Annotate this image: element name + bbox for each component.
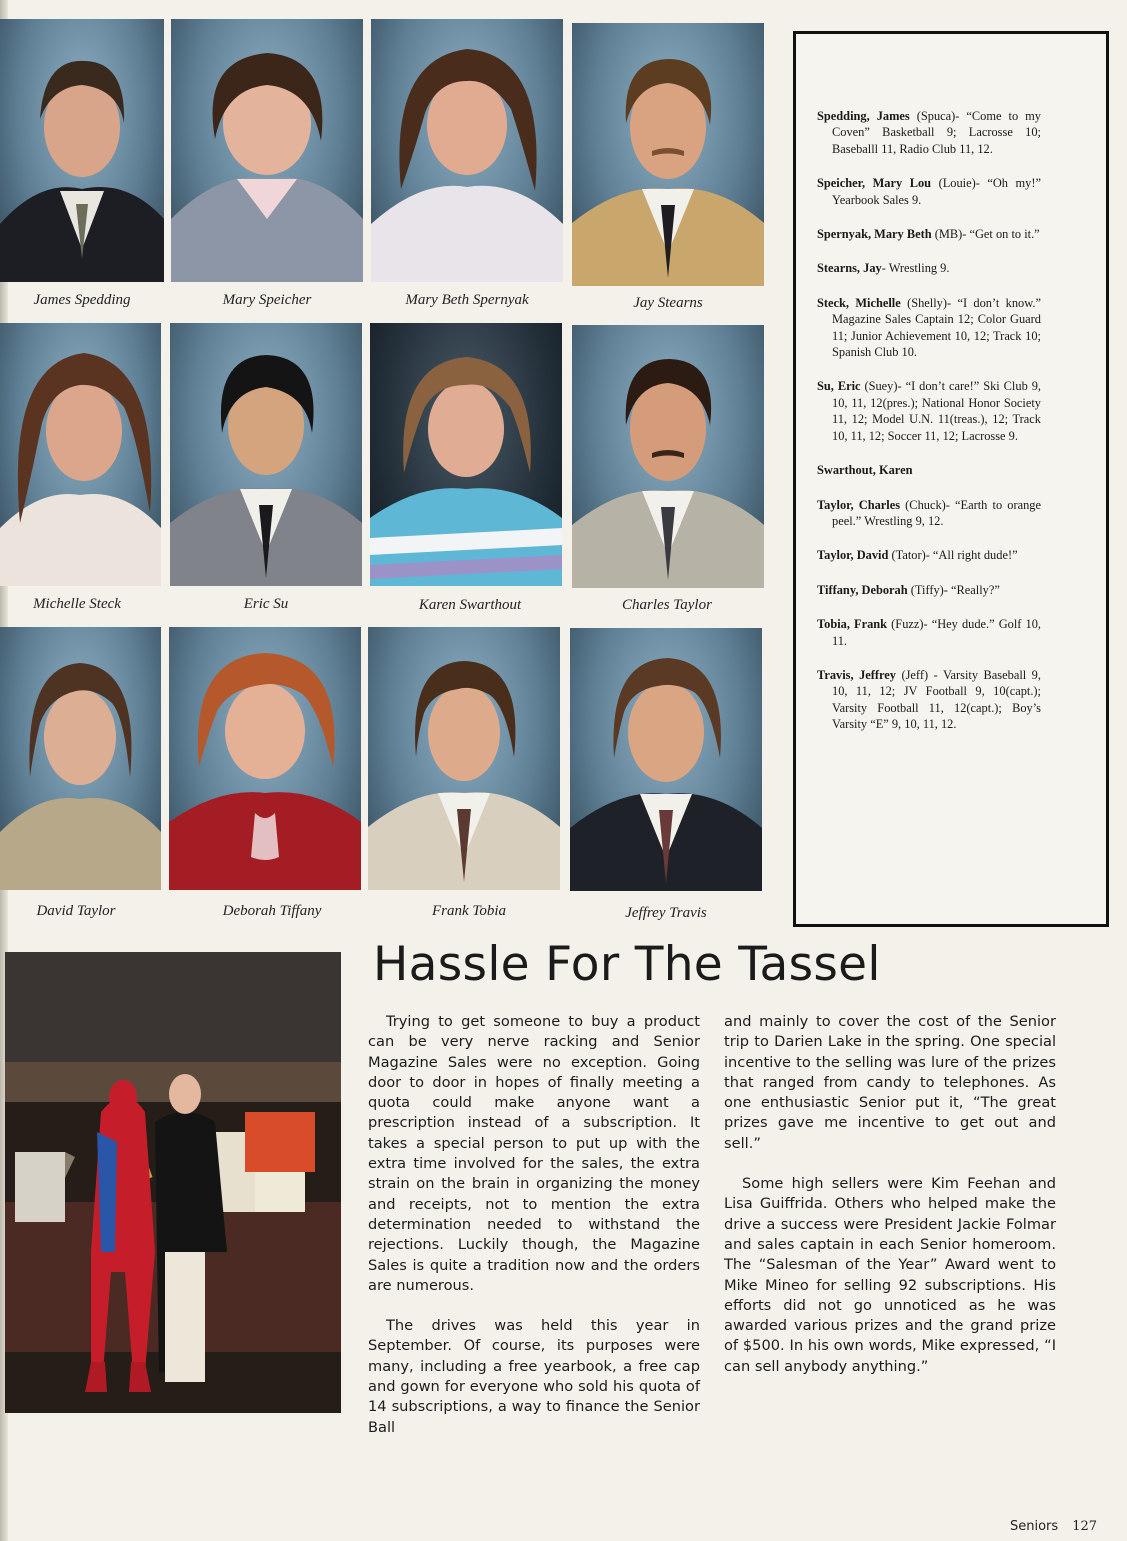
bio-entry [817, 582, 1041, 598]
bio-entry [817, 616, 1041, 649]
portrait-caption: Michelle Steck [33, 596, 121, 612]
portrait-photo [170, 323, 362, 586]
portrait-caption: Mary Speicher [222, 292, 312, 308]
bio-entry [817, 175, 1041, 208]
bio-name: Taylor, Charles [817, 497, 901, 512]
bio-entry [817, 378, 1041, 444]
bio-entry [817, 295, 1041, 361]
bio-entry [817, 547, 1041, 563]
bio-entry [817, 108, 1041, 157]
portrait-caption: Karen Swarthout [418, 597, 522, 613]
portrait-caption: David Taylor [36, 903, 116, 919]
portrait-photo [570, 628, 762, 891]
bio-name: Spernyak, Mary Beth [817, 227, 932, 242]
portrait-caption: Jeffrey Travis [625, 905, 707, 921]
portrait-photo [572, 325, 764, 588]
portrait-photo [169, 627, 361, 890]
bio-text: (Jeff) - Varsity Baseball 9, 10, 11, 12; JV Football 9, 10(capt.); Varsity Football 11, 12(capt.); Boy’s Varsity “E” 9, 10, 11, 12. [832, 667, 1041, 732]
portrait-photo [0, 19, 164, 282]
bio-text: - Wrestling 9. [881, 261, 950, 276]
page-footer [1010, 1519, 1097, 1534]
bio-entry [817, 226, 1041, 242]
bio-entry [817, 667, 1041, 733]
page-number: 127 [1072, 1519, 1098, 1534]
portrait-photo [171, 19, 363, 282]
bio-name: Steck, Michelle [817, 295, 901, 310]
article-column-1 [368, 1012, 700, 1458]
section-label: Seniors [1010, 1519, 1059, 1534]
bio-entry [817, 260, 1041, 276]
bio-text: (Shelly)- “I don’t know.” Magazine Sales Captain 12; Color Guard 11; Junior Achievement 10, 12; Track 10; Spanish Club 10. [832, 295, 1041, 360]
bio-list [817, 108, 1041, 751]
portrait-photo [572, 23, 764, 286]
bio-entry [817, 462, 1041, 478]
article-column-2 [724, 1012, 1056, 1397]
bio-text: (Tator)- “All right dude!” [888, 548, 1018, 563]
article-paragraph: Trying to get someone to buy a product can be very nerve racking and Senior Magazine Sales were no exception. Going door to door in hopes of finally meeting a quota could make anyone want a prescription instead of a subscription. It takes a special person to put up with the extra time involved for the sales, the extra strain on the brain in organizing the money and receipts, not to mention the extra determination needed to withstand the rejections. Luckily though, the Magazine Sales is quite a tradition now and the orders are numerous. [368, 1013, 700, 1294]
bio-name: Taylor, David [817, 548, 889, 563]
portrait-photo [370, 323, 562, 586]
bio-entry [817, 497, 1041, 530]
portrait-photo [371, 19, 563, 282]
article-paragraph: Some high sellers were Kim Feehan and Lisa Guiffrida. Others who helped make the drive a success were President Jackie Folmar and sales captain in each Senior homeroom. The “Salesman of the Year” Award went to Mike Mineo for selling 92 subscriptions. His efforts did not go unnoticed as he was awarded various prizes and the grand prize of $500. In his own words, Mike expressed, “I can sell anybody anything.” [724, 1175, 1056, 1375]
senior-bio-box [793, 31, 1109, 927]
portrait-caption: James Spedding [33, 292, 131, 308]
portrait-caption: Deborah Tiffany [222, 903, 322, 919]
bio-text: (MB)- “Get on to it.” [931, 227, 1040, 242]
portrait-caption: Mary Beth Spernyak [405, 292, 529, 308]
portrait-photo [368, 627, 560, 890]
portrait-caption: Jay Stearns [633, 295, 703, 311]
bio-text: (Suey)- “I don’t care!” Ski Club 9, 10, 11, 12(pres.); National Honor Society 11, 12; Model U.N. 11(treas.), 12; Track 10, 11, 12; Soccer 11, 12; Lacrosse 9. [832, 379, 1041, 443]
bio-text: (Chuck)- “Earth to orange peel.” Wrestling 9, 12. [832, 497, 1041, 528]
bio-text: (Louie)- “Oh my!” Yearbook Sales 9. [832, 176, 1041, 207]
magazine-sales-candid-photo [5, 952, 341, 1413]
bio-name: Tobia, Frank [817, 617, 888, 632]
bio-name: Spedding, James [817, 109, 910, 123]
bio-text: (Fuzz)- “Hey dude.” Golf 10, 11. [832, 617, 1042, 648]
bio-name: Stearns, Jay [817, 261, 882, 276]
bio-name: Speicher, Mary Lou [817, 176, 932, 191]
portrait-photo [0, 323, 161, 586]
bio-name: Su, Eric [817, 379, 861, 394]
portrait-photo [0, 627, 161, 890]
bio-text: (Tiffy)- “Really?” [907, 582, 1000, 597]
article-headline: Hassle For The Tassel [373, 937, 881, 992]
bio-name: Swarthout, Karen [817, 463, 913, 478]
bio-name: Travis, Jeffrey [817, 667, 896, 682]
portrait-caption: Frank Tobia [431, 903, 507, 919]
bio-name: Tiffany, Deborah [817, 582, 908, 597]
bio-text: (Spuca)- “Come to my Coven” Basketball 9; Lacrosse 10; Baseballl 11, Radio Club 11, 12. [832, 109, 1041, 156]
portrait-caption: Eric Su [243, 596, 289, 612]
article-paragraph: The drives was held this year in September. Of course, its purposes were many, including a free yearbook, a free cap and gown for everyone who sold his quota of 14 subscriptions, a way to finance the Senior Ball [368, 1317, 700, 1436]
portrait-caption: Charles Taylor [622, 597, 712, 613]
article-paragraph: and mainly to cover the cost of the Senior trip to Darien Lake in the spring. One special incentive to the selling was lure of the prizes that ranged from candy to telephones. As one enthusiastic Senior put it, “The great prizes gave me incentive to get out and sell.” [724, 1013, 1056, 1152]
